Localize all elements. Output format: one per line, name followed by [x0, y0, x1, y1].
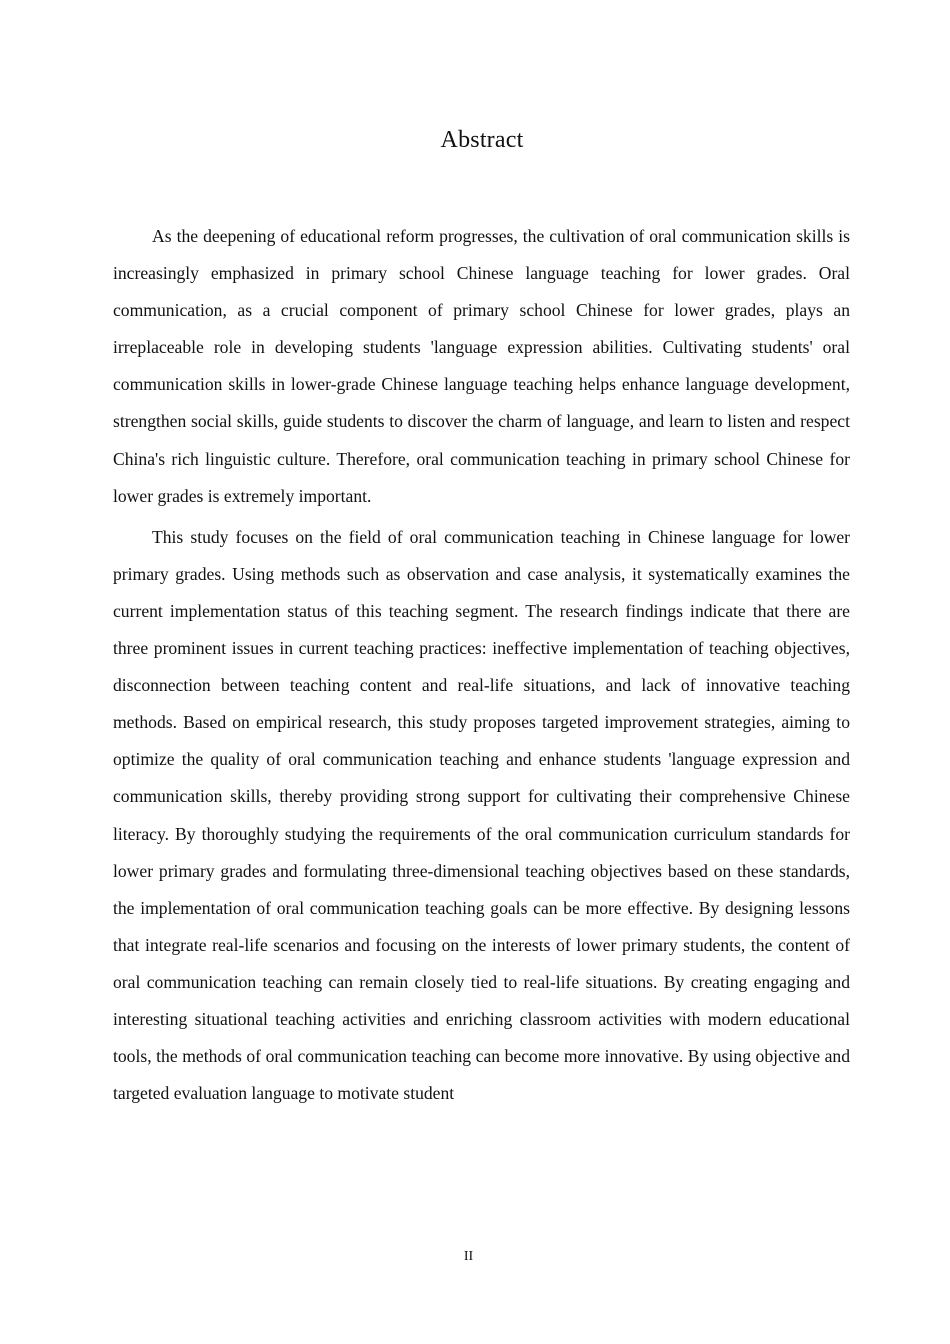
abstract-title: Abstract	[440, 127, 524, 153]
abstract-paragraph-2: This study focuses on the field of oral communication teaching in Chinese language for lower primary grades. Using methods such as observation and case analysis, it systematically examines the current implementation status of this teaching segment. The research findings indicate that there are three prominent issues in current teaching practices: ineffective implementation of teaching objectives, disconnection between teaching content and real-life situations, and lack of innovative teaching methods. Based on empirical research, this study proposes targeted improvement strategies, aiming to optimize the quality of oral communication teaching and enhance students 'language expression and communication skills, thereby providing strong support for cultivating their comprehensive Chinese literacy. By thoroughly studying the requirements of the oral communication curriculum standards for lower primary grades and formulating three-dimensional teaching objectives based on these standards, the implementation of oral communication teaching goals can be more effective. By designing lessons that integrate real-life scenarios and focusing on the interests of lower primary students, the content of oral communication teaching can remain closely tied to real-life situations. By creating engaging and interesting situational teaching activities and enriching classroom activities with modern educational tools, the methods of oral communication teaching can become more innovative. By using objective and targeted evaluation language to motivate student	[113, 526, 850, 1104]
abstract-paragraph-1: As the deepening of educational reform progresses, the cultivation of oral communication skills is increasingly emphasized in primary school Chinese language teaching for lower grades. Oral communication, as a crucial component of primary school Chinese for lower grades, plays an irreplaceable role in developing students 'language expression abilities. Cultivating students' oral communication skills in lower-grade Chinese language teaching helps enhance language development, strengthen social skills, guide students to discover the charm of language, and learn to listen and respect China's rich linguistic culture. Therefore, oral communication teaching in primary school Chinese for lower grades is extremely important.	[113, 226, 850, 506]
abstract-body	[113, 218, 850, 1116]
page-number: II	[463, 1249, 474, 1264]
